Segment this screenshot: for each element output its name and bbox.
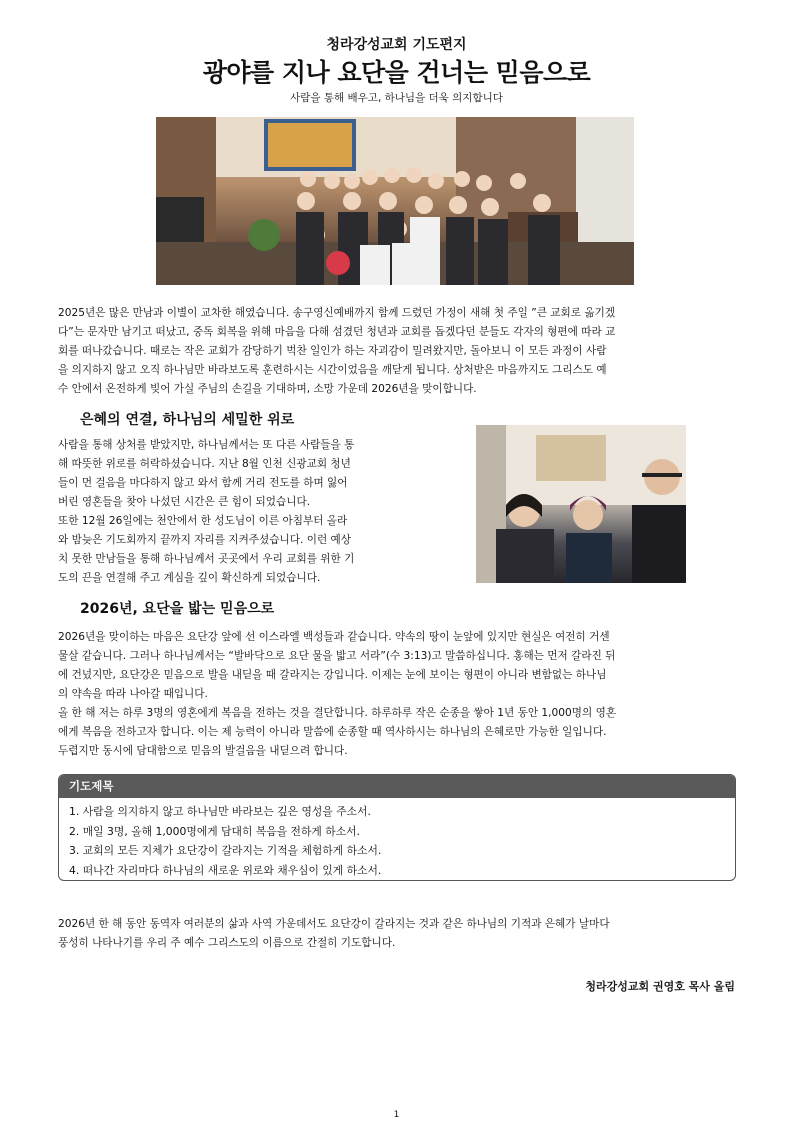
grace-line: 와 밤늦은 기도회까지 끝까지 자리를 지켜주셨습니다. 이런 예상 <box>58 534 352 546</box>
prayer-requests-box <box>58 774 736 881</box>
jordan-line: 물살 같습니다. 그러나 하나님께서는 “발바닥으로 요단 물을 밟고 서라”(수 3:13)고 말씀하십니다. 홍해는 먼저 갈라진 뒤 <box>58 650 616 662</box>
signature: 청라강성교회 권영호 목사 올림 <box>585 980 735 993</box>
page-number: 1 <box>393 1110 400 1120</box>
grace-line: 또한 12월 26일에는 천안에서 한 성도님이 이른 아침부터 올라 <box>58 515 348 527</box>
jordan-line: 에 건넜지만, 요단강은 믿음으로 발을 내딛을 때 갈라지는 강입니다. 이제는 눈에 보이는 형편이 아니라 변함없는 하나님 <box>58 669 607 681</box>
jordan-line: 두렵지만 동시에 담대함으로 믿음의 발걸음을 내딛으려 합니다. <box>58 745 348 757</box>
section-heading-grace: 은혜의 연결, 하나님의 세밀한 위로 <box>80 412 295 428</box>
closing-paragraph <box>58 915 740 953</box>
group-photo <box>156 117 634 285</box>
closing-line: 2026년 한 해 동안 동역자 여러분의 삶과 사역 가운데서도 요단강이 갈라지는 것과 같은 하나님의 기적과 은혜가 날마다 <box>58 918 610 930</box>
section-heading-2026: 2026년, 요단을 밟는 믿음으로 <box>80 601 275 617</box>
prayer-requests-list <box>59 798 735 880</box>
page-title: 광야를 지나 요단을 건너는 믿음으로 <box>202 58 591 87</box>
jordan-line: 2026년을 맞이하는 마음은 요단강 앞에 선 이스라엘 백성들과 같습니다. 약속의 땅이 눈앞에 있지만 현실은 여전히 거센 <box>58 631 610 643</box>
intro-line: 회를 떠나갔습니다. 때로는 작은 교회가 감당하기 벅찬 일인가 하는 자괴감이 밀려왔지만, 돌아보니 이 모든 과정이 사람 <box>58 345 607 357</box>
group-photo-illustration <box>156 117 634 285</box>
intro-line: 을 의지하지 않고 오직 하나님만 바라보도록 훈련하시는 시간이었음을 깨닫게 됩니다. 상처받은 마음까지도 그리스도 예 <box>58 364 607 376</box>
intro-line: 수 안에서 온전하게 빚어 가실 주님의 손길을 기대하며, 소망 가운데 2026년을 맞이합니다. <box>58 383 477 395</box>
grace-paragraph <box>58 436 462 588</box>
grace-line: 버린 영혼들을 찾아 나섰던 시간은 큰 힘이 되었습니다. <box>58 496 311 508</box>
grace-line: 치 못한 만남들을 통해 하나님께서 곳곳에서 우리 교회를 위한 기 <box>58 553 355 565</box>
grace-line: 도의 끈을 연결해 주고 계심을 깊이 확신하게 되었습니다. <box>58 572 321 584</box>
prayer-item: 1. 사람을 의지하지 않고 하나님만 바라보는 깊은 영성을 주소서. <box>69 805 371 818</box>
church-name: 청라강성교회 기도편지 <box>326 37 467 53</box>
jordan-line: 의 약속을 따라 나아갈 때입니다. <box>58 688 208 700</box>
prayer-item: 3. 교회의 모든 지체가 요단강이 갈라지는 기적을 체험하게 하소서. <box>69 844 382 857</box>
closing-line: 풍성히 나타나기를 우리 주 예수 그리스도의 이름으로 간절히 기도합니다. <box>58 937 396 949</box>
prayer-requests-heading: 기도제목 <box>59 775 735 798</box>
jordan-line: 올 한 해 저는 하루 3명의 영혼에게 복음을 전하는 것을 결단합니다. 하루하루 작은 순종을 쌓아 1년 동안 1,000명의 영혼 <box>58 707 617 719</box>
page-subtitle: 사람을 통해 배우고, 하나님을 더욱 의지합니다 <box>290 92 503 104</box>
intro-line: 2025년은 많은 만남과 이별이 교차한 해였습니다. 송구영신예배까지 함께 드렸던 가정이 새해 첫 주일 ”큰 교회로 옮기겠 <box>58 307 616 319</box>
jordan-paragraph <box>58 628 740 761</box>
prayer-item: 2. 매일 3명, 올해 1,000명에게 담대히 복음을 전하게 하소서. <box>69 824 360 838</box>
grace-line: 사람을 통해 상처를 받았지만, 하나님께서는 또 다른 사람들을 통 <box>58 439 355 451</box>
visit-photo <box>476 425 686 583</box>
intro-paragraph <box>58 304 740 399</box>
jordan-line: 에게 복음을 전하고자 합니다. 이는 제 능력이 아니라 말씀에 순종할 때 역사하시는 하나님의 은혜로만 가능한 일입니다. <box>58 726 607 738</box>
grace-line: 해 따뜻한 위로를 허락하셨습니다. 지난 8월 인천 신광교회 청년 <box>58 458 351 470</box>
visit-photo-illustration <box>476 425 686 583</box>
intro-line: 다”는 문자만 남기고 떠났고, 중독 회복을 위해 마음을 다해 섬겼던 청년과 교회를 돕겠다던 분들도 각자의 형편에 따라 교 <box>58 326 616 338</box>
prayer-item: 4. 떠나간 자리마다 하나님의 새로운 위로와 채우심이 있게 하소서. <box>69 863 382 877</box>
grace-line: 들이 먼 걸음을 마다하지 않고 와서 함께 거리 전도를 하며 잃어 <box>58 477 348 489</box>
